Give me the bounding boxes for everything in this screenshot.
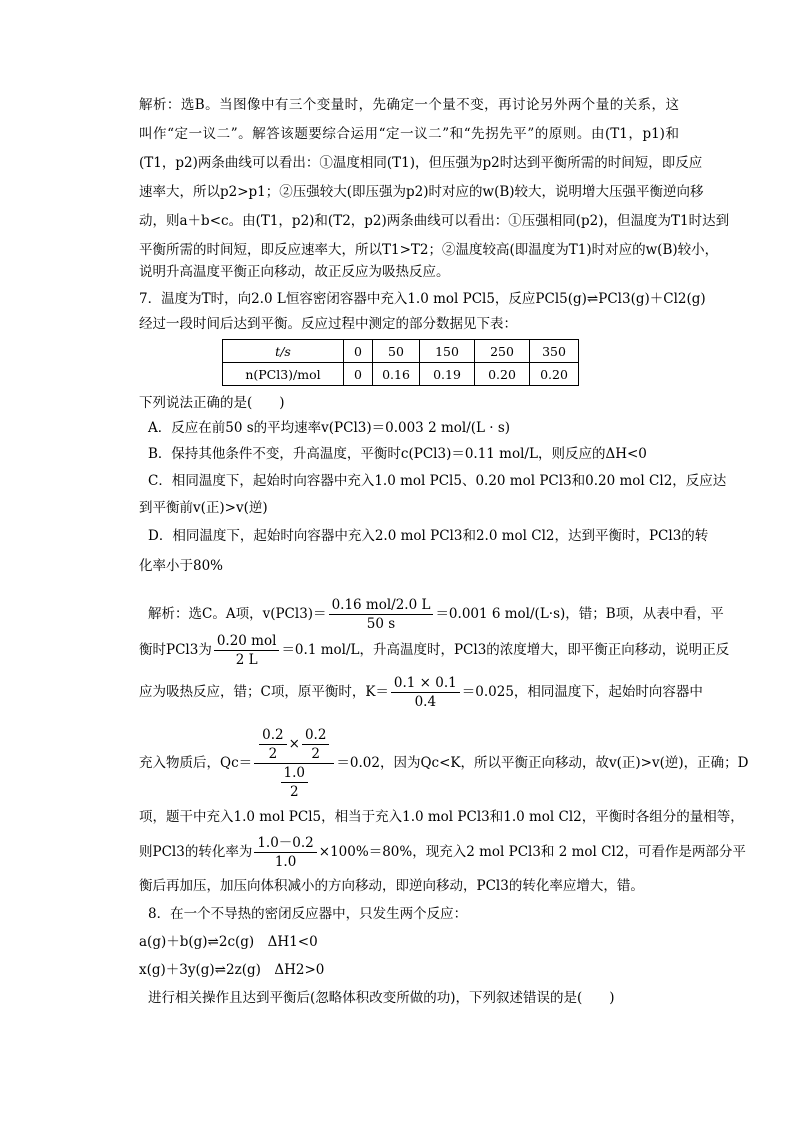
table-cell: 0 [344, 363, 373, 386]
analysis-6-line-7: 说明升高温度平衡正向移动，故正反应为吸热反应。 [139, 264, 450, 280]
fraction-denominator: 2 L [235, 652, 258, 668]
text-run: 衡时PCl3为 [139, 642, 212, 658]
q8-reaction-2: x(g)＋3y(g)⇌2z(g) ΔH2>0 [139, 962, 325, 978]
table-cell: 150 [420, 340, 475, 363]
analysis-7-line-1 [148, 594, 724, 634]
table-row [223, 340, 579, 363]
text-run: 应为吸热反应，错；C项，原平衡时，K＝ [139, 684, 389, 700]
fraction [391, 674, 460, 711]
analysis-6-line-2: 叫作“定一议二”。解答该题要综合运用“定一议二”和“先拐先平”的原则。由(T1，p1)和 [139, 126, 679, 142]
table-cell: 50 [373, 340, 420, 363]
q8-stem: 8．在一个不导热的密闭反应器中，只发生两个反应： [148, 906, 468, 922]
times-sign: × [288, 736, 300, 752]
text-run: ＝0.1 mol/L，升高温度时，PCl3的浓度增大，即平衡正向移动，说明正反 [281, 642, 730, 658]
table-cell: 0.20 [530, 363, 579, 386]
q8-reaction-1: a(g)＋b(g)⇌2c(g) ΔH1<0 [139, 934, 318, 950]
q7-option-c-line-1: C．相同温度下，起始时向容器中充入1.0 mol PCl5、0.20 mol PCl3和0.20 mol Cl2，反应达 [148, 473, 727, 489]
text-run: ＝0.001 6 mol/(L·s)，错；B项，从表中看，平 [435, 606, 724, 622]
analysis-7-line-5: 项，题干中充入1.0 mol PCl5，相当于充入1.0 mol PCl3和1.0 mol Cl2，平衡时各组分的量相等， [139, 809, 744, 825]
fraction-denominator: 0.4 [414, 694, 437, 710]
analysis-6-line-3: (T1，p2)两条曲线可以看出：①温度相同(T1)，但压强为p2时达到平衡所需的时间短，即反应 [139, 155, 703, 171]
table-cell: 0.20 [475, 363, 530, 386]
compound-fraction [254, 726, 334, 801]
fraction [281, 764, 308, 801]
table-row [223, 363, 579, 386]
fraction-numerator: 1.0－0.2 [254, 834, 316, 853]
analysis-6-line-5: 动，则a＋b<c。由(T1，p2)和(T2，p2)两条曲线可以看出：①压强相同(p2)，但温度为T1时达到 [139, 213, 730, 229]
text-run: 解析：选C。A项，v(PCl3)＝ [148, 606, 327, 622]
fraction [302, 726, 329, 763]
analysis-7-line-7: 衡后再加压，加压向体积减小的方向移动，即逆向移动，PCl3的转化率应增大，错。 [139, 878, 644, 894]
q7-option-b: B．保持其他条件不变，升高温度，平衡时c(PCl3)＝0.11 mol/L，则反应的ΔH<0 [148, 446, 647, 462]
table-cell: 0.16 [373, 363, 420, 386]
table-cell: 350 [530, 340, 579, 363]
text-run: 充入物质后，Qc＝ [139, 755, 253, 771]
table-cell: 250 [475, 340, 530, 363]
fraction-numerator: 0.1 × 0.1 [391, 674, 460, 693]
table-cell: 0 [344, 340, 373, 363]
q8-prompt: 进行相关操作且达到平衡后(忽略体积改变所做的功)，下列叙述错误的是( ) [148, 990, 615, 1006]
table-cell: 0.19 [420, 363, 475, 386]
fraction-numerator: 0.16 mol/2.0 L [329, 596, 434, 615]
text-run: ＝0.025，相同温度下，起始时向容器中 [461, 684, 703, 700]
text-run: ＝0.02，因为Qc<K，所以平衡正向移动，故v(正)>v(逆)，正确；D [336, 755, 749, 771]
fraction [254, 834, 316, 871]
fraction [259, 726, 286, 763]
fraction-denominator: 1.0 [274, 854, 297, 870]
fraction-denominator: 2 [268, 746, 278, 762]
analysis-7-line-3 [139, 672, 703, 712]
fraction-numerator: 0.2 [302, 726, 329, 745]
q7-option-a: A．反应在前50 s的平均速率v(PCl3)＝0.003 2 mol/(L · s) [148, 420, 511, 436]
fraction-denominator: 50 s [366, 616, 396, 632]
q7-prompt: 下列说法正确的是( ) [139, 395, 285, 411]
q7-data-table [222, 339, 579, 386]
table-header-amount: n(PCl3)/mol [223, 363, 344, 386]
q7-option-c-line-2: 到平衡前v(正)>v(逆) [139, 500, 268, 516]
fraction-numerator: 0.2 [259, 726, 286, 745]
fraction-numerator: 1.0 [281, 764, 308, 783]
q7-option-d-line-2: 化率小于80% [139, 558, 224, 574]
fraction [329, 596, 434, 633]
analysis-7-line-6 [139, 832, 746, 872]
analysis-6-line-6: 平衡所需的时间短，即反应速率大，所以T1>T2；②温度较高(即温度为T1)时对应的w(B)较小， [139, 242, 719, 258]
table-header-time: t/s [223, 340, 344, 363]
fraction-denominator: 2 [311, 746, 320, 762]
analysis-7-line-4 [139, 726, 749, 800]
q7-stem-2: 经过一段时间后达到平衡。反应过程中测定的部分数据见下表： [139, 316, 517, 332]
text-run: 则PCl3的转化率为 [139, 844, 253, 860]
analysis-6-line-1: 解析：选B。当图像中有三个变量时，先确定一个量不变，再讨论另外两个量的关系，这 [139, 97, 679, 113]
fraction [214, 632, 280, 669]
fraction-denominator: 2 [289, 784, 299, 800]
text-run: ×100%＝80%，现充入2 mol PCl3和 2 mol Cl2，可看作是两部分平 [318, 844, 746, 860]
fraction-numerator: 0.20 mol [214, 632, 280, 651]
q7-stem-1: 7．温度为T时，向2.0 L恒容密闭容器中充入1.0 mol PCl5，反应PCl5(g)⇌PCl3(g)＋Cl2(g) [139, 291, 706, 307]
q7-option-d-line-1: D．相同温度下，起始时向容器中充入2.0 mol PCl3和2.0 mol Cl2，达到平衡时，PCl3的转 [148, 528, 709, 544]
analysis-7-line-2 [139, 630, 730, 670]
analysis-6-line-4: 速率大，所以p2>p1；②压强较大(即压强为p2)时对应的w(B)较大，说明增大压强平衡逆向移 [139, 184, 704, 200]
